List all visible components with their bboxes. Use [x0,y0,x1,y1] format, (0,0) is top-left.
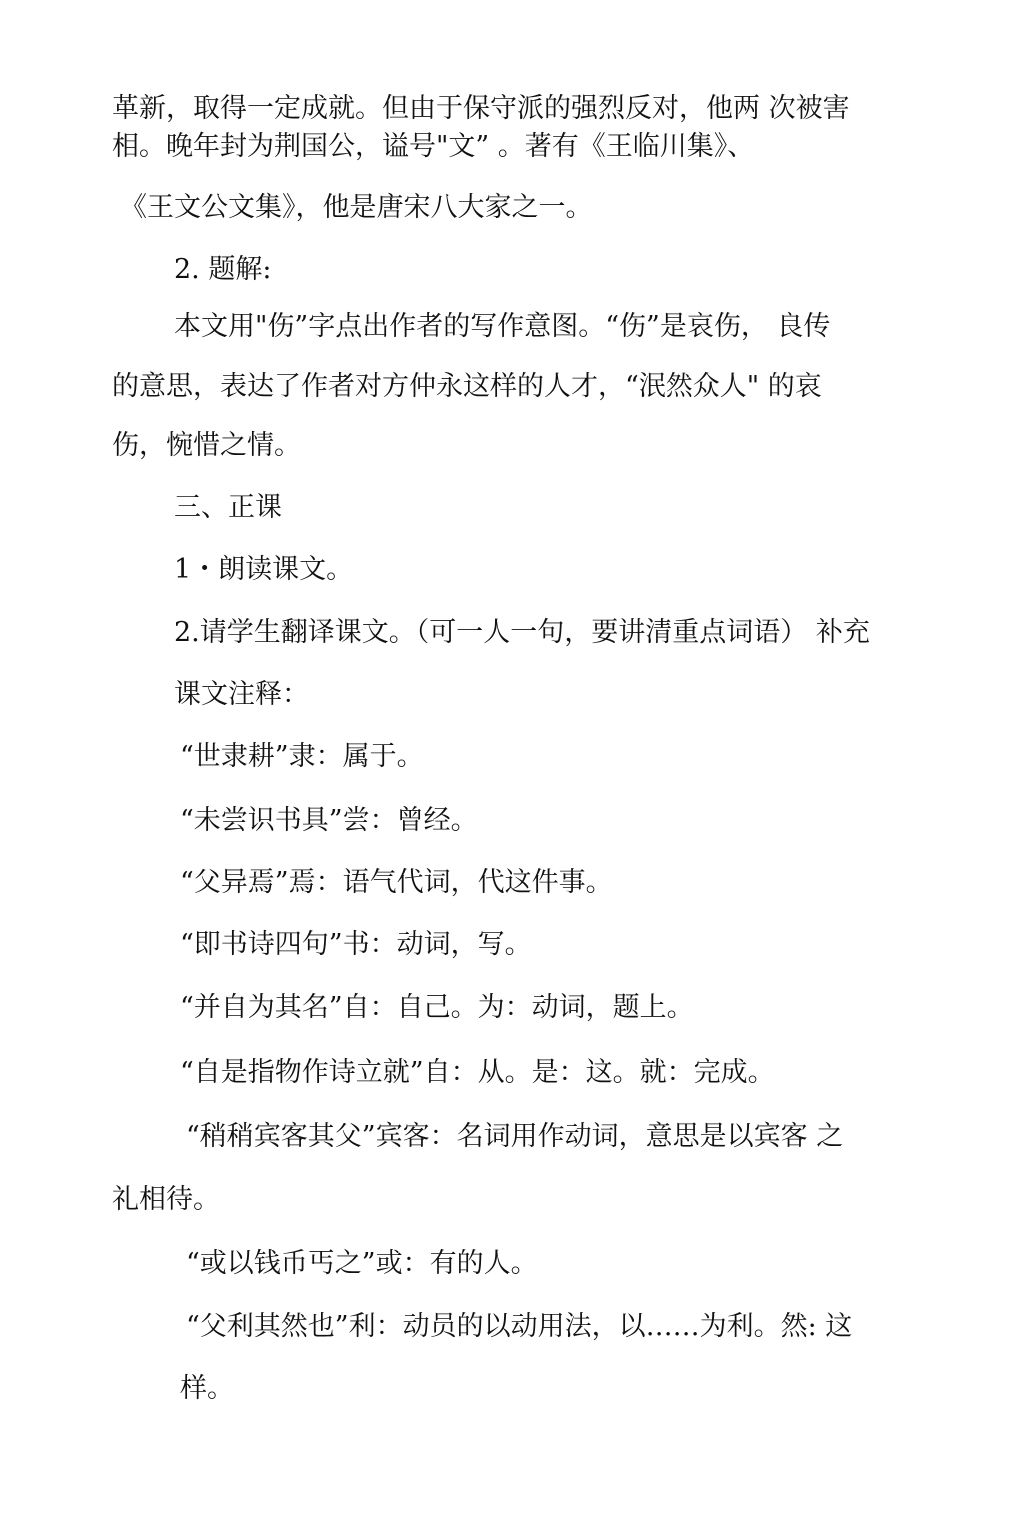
list-item: 2.请学生翻译课文。（可一人一句，要讲清重点词语） 补充 [174,617,870,648]
annotation-line: “即书诗四句”书：动词，写。 [180,929,532,960]
text-line: 《王文公文集》，他是唐宋八大家之一。 [120,192,593,223]
annotation-line: “并自为其名”自：自己。为：动词，题上。 [180,992,694,1023]
annotation-line: “父利其然也”利：动员的以动用法，以……为利。然: 这 [186,1311,853,1342]
text-line: 的意思，表达了作者对方仲永这样的人才，“泯然众人" 的哀 [112,371,822,402]
text-line: 礼相待。 [112,1184,220,1215]
text-line: 课文注释： [174,679,309,710]
text-line: 伤，惋惜之情。 [112,430,301,461]
text-line: 样。 [180,1373,234,1404]
annotation-line: “自是指物作诗立就”自：从。是：这。就：完成。 [180,1057,775,1088]
annotation-line: “父异焉”焉：语气代词，代这件事。 [180,867,613,898]
section-heading: 三、正课 [174,492,282,523]
annotation-line: “稍稍宾客其父”宾客：名词用作动词，意思是以宾客 之 [186,1121,844,1152]
text-line: 本文用"伤”字点出作者的写作意图。“伤”是哀伤， 良传 [174,311,831,342]
text-line: 革新，取得一定成就。但由于保守派的强烈反对，他两 次被害 [112,93,850,124]
list-item: 1・朗读课文。 [174,554,354,585]
annotation-line: “世隶耕”隶：属于。 [180,741,424,772]
annotation-line: “未尝识书具”尝：曾经。 [180,805,478,836]
section-heading: 2. 题解: [174,254,272,285]
text-line: 相。晚年封为荆国公，谥号"文” 。著有《王临川集》、 [112,131,755,162]
annotation-line: “或以钱币丐之”或：有的人。 [186,1248,538,1279]
